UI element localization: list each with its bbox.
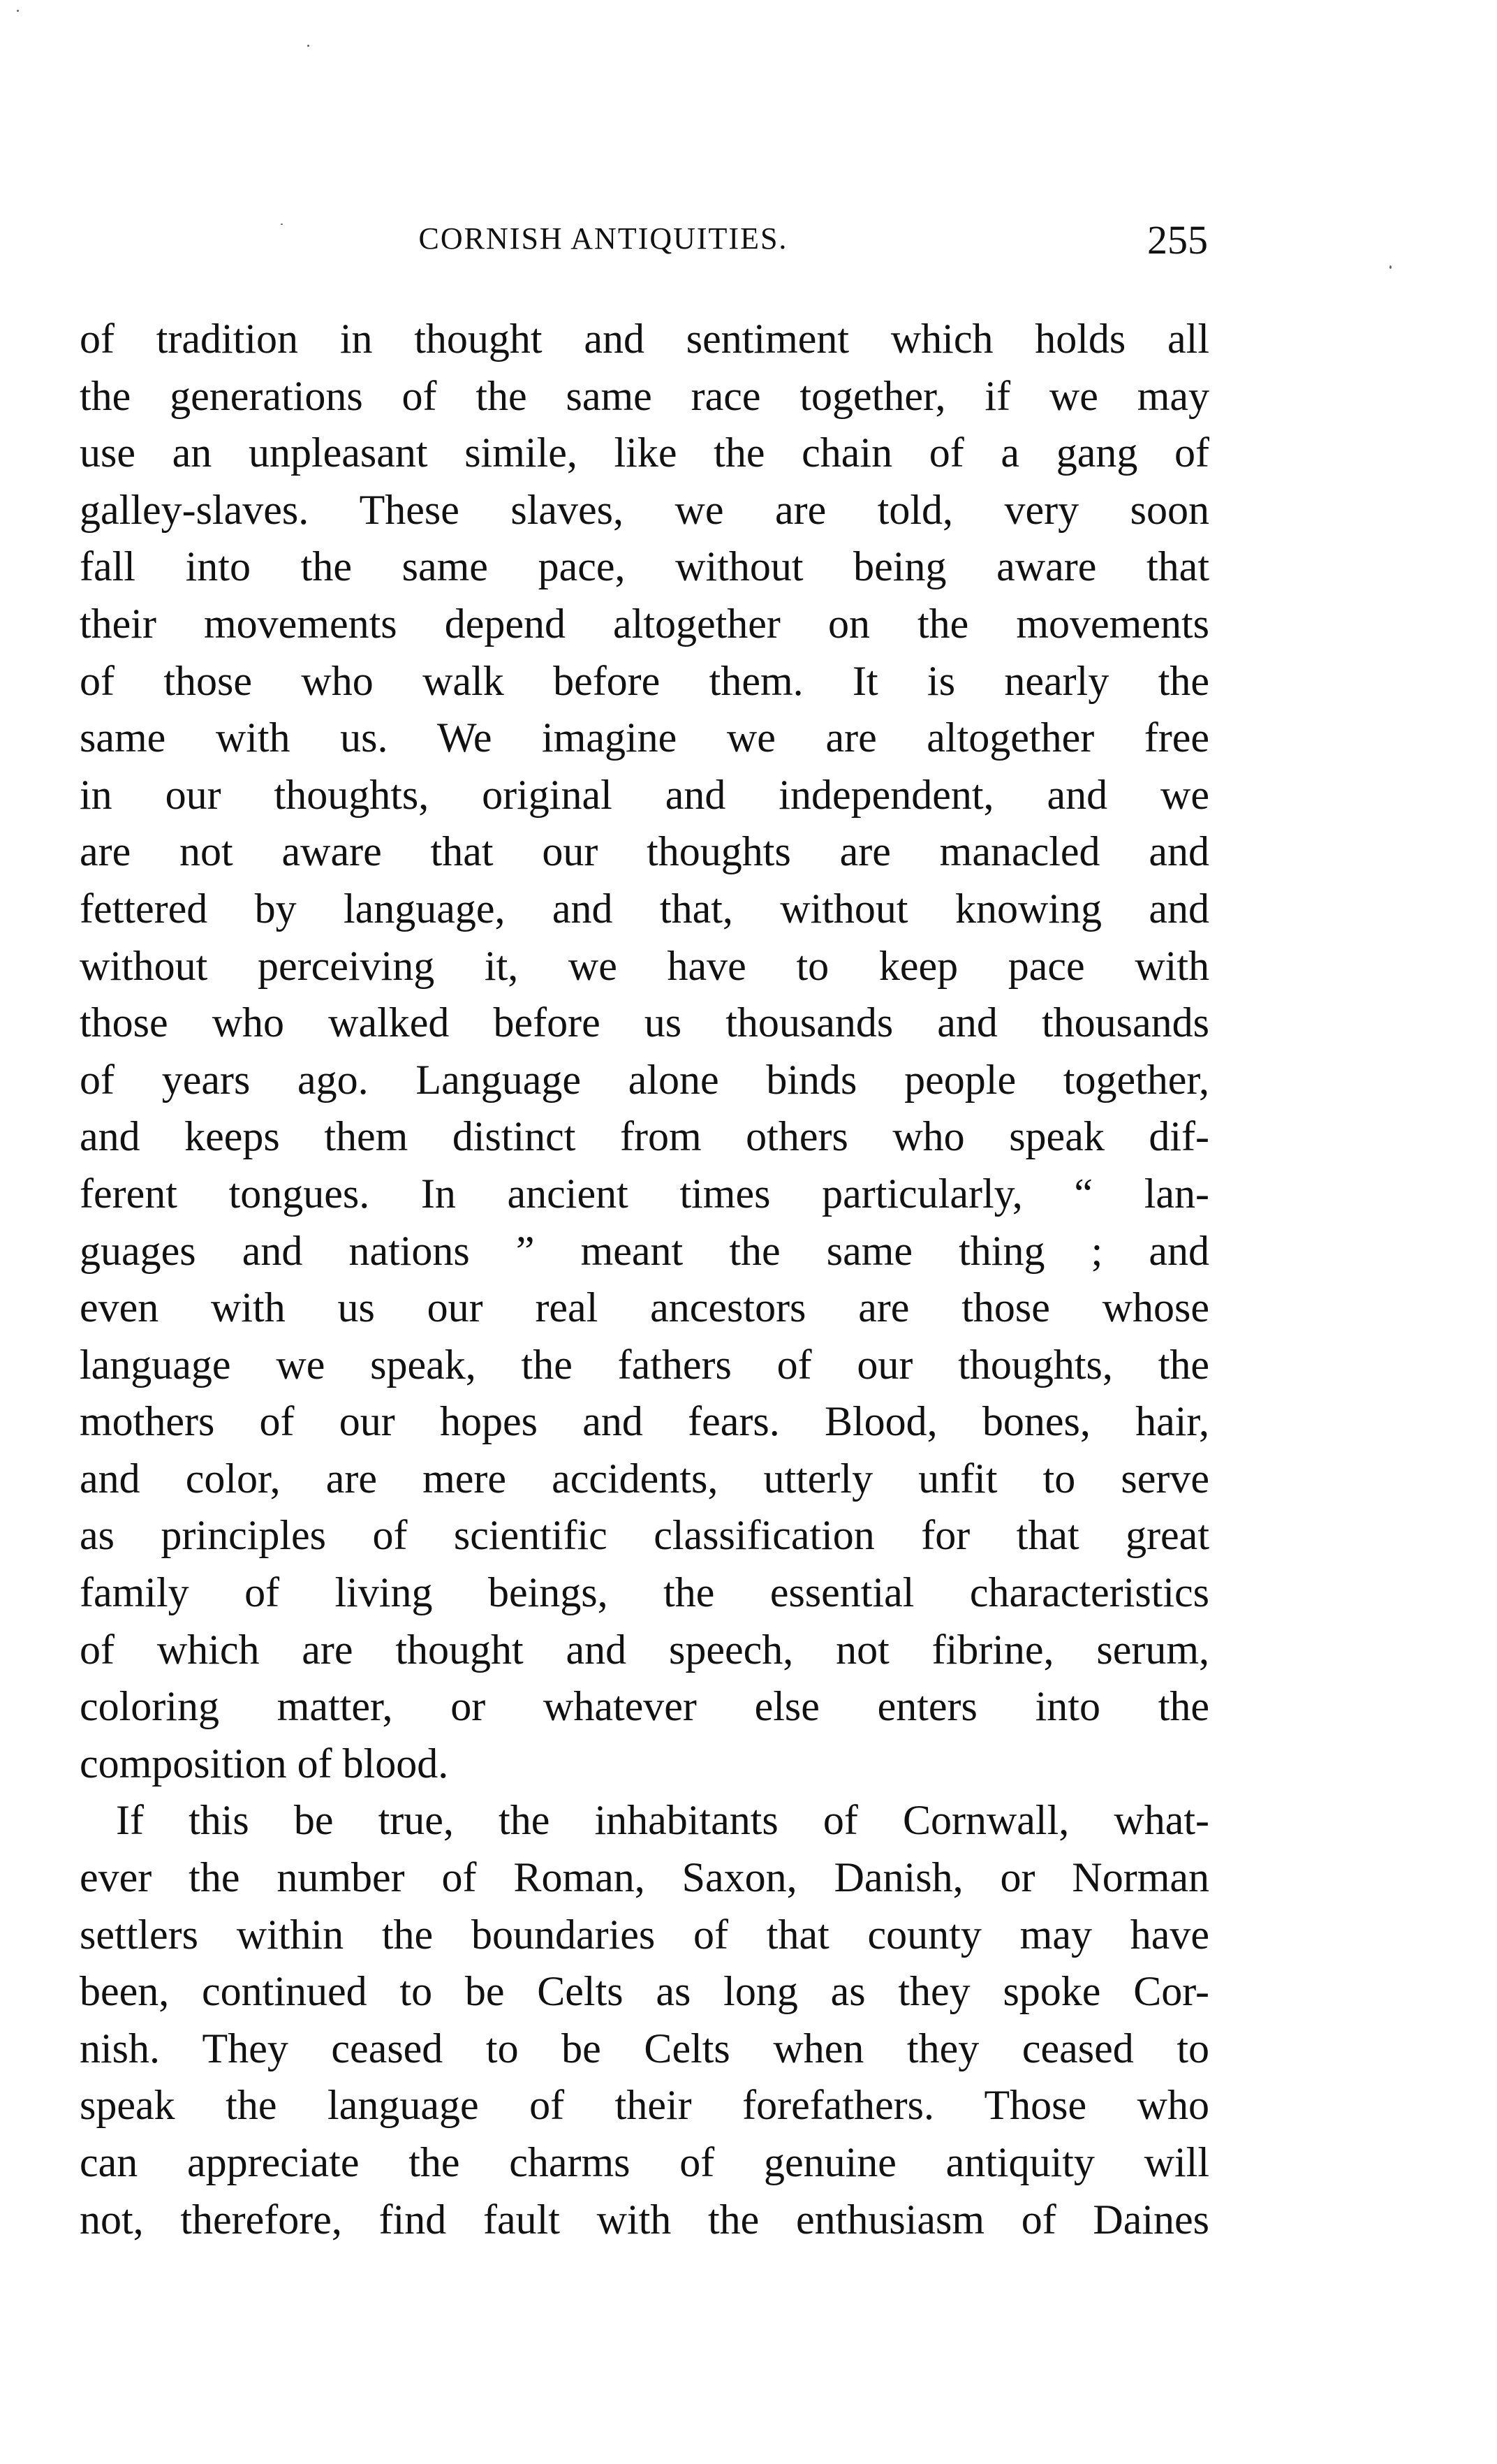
body-text — [80, 311, 1209, 2248]
text-line: fall into the same pace, without being aware that — [80, 543, 1209, 590]
text-line: mothers of our hopes and fears. Blood, bones, hair, — [80, 1398, 1209, 1445]
text-line: family of living beings, the essential characteristics — [80, 1569, 1209, 1616]
text-line: can appreciate the charms of genuine antiquity will — [80, 2139, 1209, 2185]
scan-speck — [17, 10, 19, 12]
text-line: are not aware that our thoughts are manacled and — [80, 828, 1209, 875]
text-line: as principles of scientific classification for that great — [80, 1512, 1209, 1559]
scan-speck — [1389, 265, 1392, 269]
text-line: been, continued to be Celts as long as they spoke Cor- — [80, 1968, 1209, 2015]
text-line: even with us our real ancestors are those whose — [80, 1284, 1209, 1331]
running-head — [82, 217, 1208, 272]
text-line: fettered by language, and that, without knowing and — [80, 885, 1209, 932]
text-line: those who walked before us thousands and thousands — [80, 999, 1209, 1046]
text-line: and keeps them distinct from others who speak dif- — [80, 1113, 1209, 1160]
text-line: their movements depend altogether on the movements — [80, 600, 1209, 647]
text-line: coloring matter, or whatever else enters into the — [80, 1683, 1209, 1730]
text-line: language we speak, the fathers of our thoughts, the — [80, 1341, 1209, 1388]
text-line: use an unpleasant simile, like the chain of a gang of — [80, 430, 1209, 476]
text-line: of those who walk before them. It is nearly the — [80, 657, 1209, 704]
text-line: in our thoughts, original and independent, and we — [80, 771, 1209, 818]
text-line: settlers within the boundaries of that county may have — [80, 1911, 1209, 1958]
text-line-paragraph-start: If this be true, the inhabitants of Cornwall, what- — [116, 1797, 1209, 1844]
text-line: of tradition in thought and sentiment which holds all — [80, 316, 1209, 362]
text-line: nish. They ceased to be Celts when they ceased to — [80, 2025, 1209, 2071]
text-line: ever the number of Roman, Saxon, Danish, or Norman — [80, 1854, 1209, 1901]
text-line: of which are thought and speech, not fibrine, serum, — [80, 1626, 1209, 1673]
text-line: of years ago. Language alone binds people together, — [80, 1056, 1209, 1103]
text-line: galley-slaves. These slaves, we are told, very soon — [80, 486, 1209, 533]
text-line: same with us. We imagine we are altogether free — [80, 714, 1209, 761]
scan-speck — [307, 45, 309, 47]
text-line: and color, are mere accidents, utterly unfit to serve — [80, 1455, 1209, 1502]
running-title: CORNISH ANTIQUITIES. — [418, 221, 788, 256]
text-line: guages and nations ” meant the same thing ; and — [80, 1227, 1209, 1274]
text-line: ferent tongues. In ancient times particularly, “ lan- — [80, 1170, 1209, 1217]
text-line: speak the language of their forefathers. Those who — [80, 2082, 1209, 2129]
text-line: not, therefore, find fault with the enthusiasm of Daines — [80, 2196, 1209, 2243]
text-line: without perceiving it, we have to keep pace with — [80, 942, 1209, 989]
page-number: 255 — [1147, 217, 1208, 263]
text-line-paragraph-end: composition of blood. — [80, 1740, 449, 1787]
text-line: the generations of the same race together, if we may — [80, 372, 1209, 419]
